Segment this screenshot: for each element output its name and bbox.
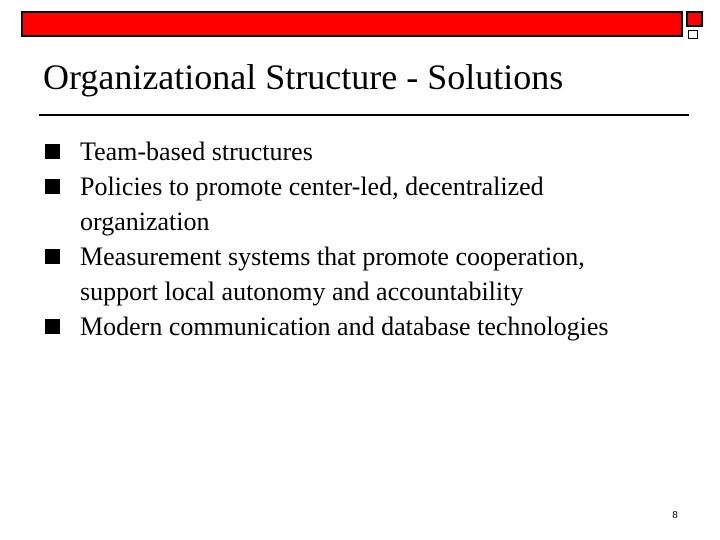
bullet-item xyxy=(43,169,663,239)
slide-title: Organizational Structure - Solutions xyxy=(43,57,564,97)
header-accent-box xyxy=(686,11,703,27)
title-divider xyxy=(39,114,689,116)
bullet-item xyxy=(43,309,663,344)
bullet-item xyxy=(43,239,663,309)
square-bullet-icon xyxy=(45,249,60,264)
bullet-text: Measurement systems that promote cooperation, support local autonomy and accountability xyxy=(80,242,585,306)
page-number: 8 xyxy=(672,510,678,521)
bullet-list xyxy=(43,134,663,344)
header-accent-small-box xyxy=(688,30,698,39)
square-bullet-icon xyxy=(45,179,60,194)
bullet-item xyxy=(43,134,663,169)
header-accent-bar xyxy=(21,11,683,37)
square-bullet-icon xyxy=(45,144,60,159)
bullet-text: Modern communication and database technologies xyxy=(80,312,609,341)
square-bullet-icon xyxy=(45,319,60,334)
bullet-text: Policies to promote center-led, decentralized organization xyxy=(80,172,544,236)
bullet-text: Team-based structures xyxy=(80,137,313,166)
